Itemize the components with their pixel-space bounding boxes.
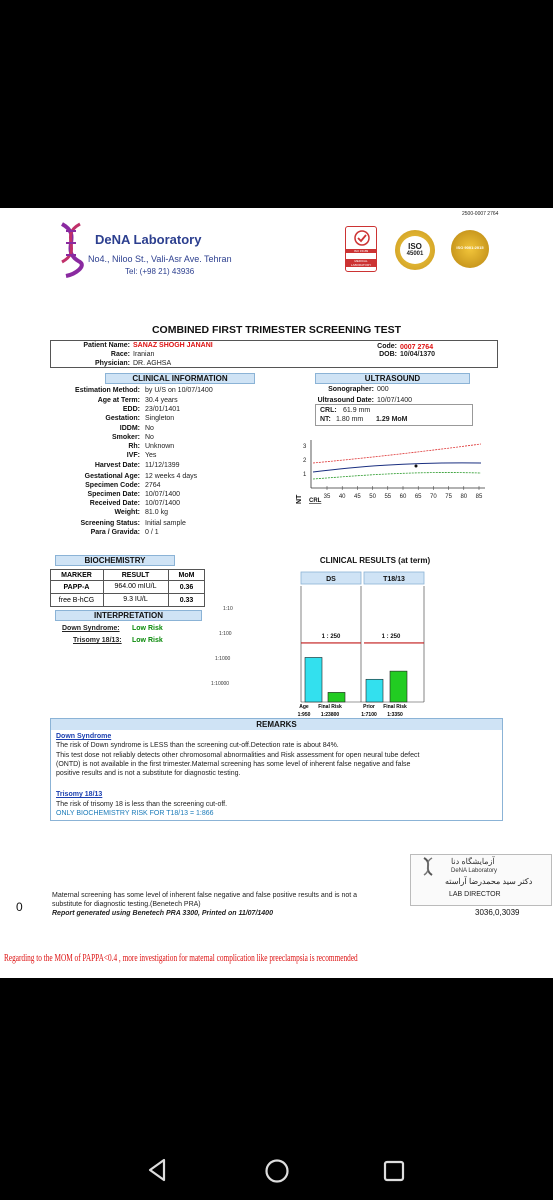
crl-x-tick: 55: [384, 494, 392, 500]
table-row-mom: 0.36: [179, 584, 194, 591]
clinical-row-value: 81.0 kg: [145, 509, 168, 516]
biochem-col-marker: MARKER: [61, 572, 92, 579]
clinical-row-value: Singleton: [145, 415, 175, 422]
nt-y-tick: 1: [303, 472, 307, 478]
clinical-row-value: No: [145, 425, 154, 432]
iso15189-badge: ISO 15189 MEDICAL LABORATORY: [345, 226, 377, 272]
footer-disclaimer: substitute for diagnostic testing.(Benetech PRA): [52, 901, 201, 908]
clinical-row-value: Yes: [145, 452, 157, 459]
footer-generated: Report generated using Benetech PRA 3300, Printed on 11/07/1400: [52, 910, 273, 917]
remarks-t-line: The risk of trisomy 18 is less than the screening cut-off.: [56, 801, 228, 808]
risk-bar-value-label: 1:3350: [387, 712, 403, 718]
risk-bar-value-label: 1:7100: [361, 712, 377, 718]
trisomy-risk: Low Risk: [132, 637, 163, 644]
risk-bar-chart: [205, 568, 440, 718]
risk-bar: [328, 692, 345, 702]
footer-code: 3036,0,3039: [475, 908, 520, 917]
clinical-row-value: No: [145, 434, 154, 441]
patient-race: Iranian: [133, 351, 155, 358]
table-row-marker: PAPP-A: [63, 584, 90, 591]
clinical-row-value: 30.4 years: [145, 397, 178, 404]
ultrasound-date: 10/07/1400: [377, 397, 413, 404]
remarks-t-title: Trisomy 18/13: [56, 791, 103, 798]
nt-axis-label: NT: [296, 494, 303, 504]
clinical-row-label: Age at Term:: [97, 397, 140, 404]
results-col-ds: DS: [326, 576, 336, 583]
clinical-row-value: 12 weeks 4 days: [145, 473, 198, 480]
clinical-row-label: Screening Status:: [80, 520, 140, 527]
clinical-row-value: 0 / 1: [145, 529, 159, 536]
clinical-row-label: IDDM:: [119, 425, 140, 432]
dna-logo-icon: [54, 222, 88, 278]
patient-code: 0007 2764: [400, 344, 434, 351]
clinical-info-header: CLINICAL INFORMATION: [105, 373, 255, 384]
clinical-row-label: EDD:: [122, 406, 140, 413]
biochem-col-result: RESULT: [121, 572, 150, 579]
results-col-t: T18/13: [383, 576, 405, 583]
lab-address: No4., Niloo St., Vali-Asr Ave. Tehran: [88, 254, 232, 264]
crl-value: 61.9 mm: [343, 407, 371, 414]
risk-bar: [366, 679, 383, 702]
risk-bar-value-label: 1:950: [297, 712, 311, 718]
risk-bar: [305, 657, 322, 702]
sonographer: 000: [377, 386, 389, 393]
crl-x-tick: 45: [354, 494, 361, 500]
clinical-row-label: Rh:: [128, 443, 140, 450]
crl-x-tick: 65: [414, 494, 422, 500]
crl-x-tick: 80: [460, 494, 468, 500]
crl-x-tick: 40: [338, 494, 346, 500]
patient-name: SANAZ SHOGH JANANI: [133, 342, 213, 349]
clinical-row-label: Harvest Date:: [94, 462, 140, 469]
table-row-result: 964.00 mIU/L: [114, 583, 157, 590]
nt-crl-chart: [295, 436, 495, 504]
remarks-ds-title: Down Syndrome: [56, 733, 112, 740]
patient-physician: DR. AGHSA: [133, 360, 172, 367]
clinical-row-label: Weight:: [114, 509, 140, 516]
nt-percentile-5-line: [313, 473, 481, 479]
clinical-row-label: Gestation:: [105, 415, 140, 422]
remarks-ds-line: positive results and is not a substitute for diagnostic testing.: [56, 770, 241, 777]
clinical-row-label: Specimen Date:: [87, 491, 140, 498]
clinical-row-value: by U/S on 10/07/1400: [145, 387, 213, 394]
table-row-mom: 0.33: [179, 597, 194, 604]
iso45001-badge: ISO 45001: [395, 230, 435, 270]
clinical-row-label: Para / Gravida:: [90, 529, 140, 536]
risk-bar-label: Final Risk: [383, 704, 407, 710]
clinical-row-value: 11/12/1399: [145, 462, 180, 469]
report-page: 2500-0007 2764 DeNA Laboratory No4., Niloo St., Vali-Asr Ave. Tehran Tel: (+98 21) 43936 ISO 15189 MEDICAL LABORATORY ISO 45001 ISO 9001:2015 COMBINED FIRST TRIMESTER SCREENING TEST Patient Name: SANAZ SHOGH JANANI Race: Iranian Physician: DR. AGHSA Code: 0007 2764 DOB: 10/04/1370 CLINICAL INFORMATION Estimation Method: by U/S on 10/07/1400 Age at Term: 30.4 years EDD: 23/01/1401 Gestation: Singleton IDDM: No Smoker: No Rh: Unknown IVF: Yes Harvest Date: 11/12/1399 Gestational Age: 12 weeks 4 days Specimen Code: 2764 Specimen Date: 10/07/1400 Received Date: 10/07/1400 Weight: 81.0 kg Screening Status: Initial sample Para / Gravida: 0 / 1 ULTRASOUND Sonographer: 000 Ultrasound Date: 10/07/1400 CRL: 61.9 mm NT: 1.80 mm 1.29 MoM 3 2 1 35 40 45 50 55 60 65 70 75 80 85 NT CRL BIOCHEMISTRY MARKER RESULT MoM PAPP-A 964.00 mIU/L 0.36 free B-hCG 9.3 IU/L 0.33 INTERPRETATION Down Syndrome: Low Risk Trisomy 18/13: Low Risk CLINICAL RESULTS (at term) DS T18/13 1:10 1:100 1:1000 1:10000 1 : 250 1 : 250 Age 1:950 Final Risk 1:23800 Prior 1:7100 Final Risk 1:3350 REMARKS Down Syndrome The risk of Down syndrome is LESS than the screening cut-off.Detection rate is about 84%. This test dose not reliably detects other chromosomal abnormalities and Risk assessment for open neural tube defect (ONTD) is not available in the first trimester.Maternal screening has some level of inherent false negative and false positive results and is not a substitute for diagnostic testing. Trisomy 18/13 The risk of trisomy 18 is less than the screening cut-off. ONLY BIOCHEMISTRY RISK FOR T18/13 = 1:866 آزمایشگاه دنا DeNA Laboratory دکتر سید محمدرضا آراسته LAB DIRECTOR Maternal screening has some level of inherent false negative and false positive results and is not a substitute for diagnostic testing.(Benetech PRA) Report generated using Benetech PRA 3300, Printed on 11/07/1400 3036,0,3039 0 Regarding to the MOM of PAPPA<0.4 , more investigation for maternal complication like preeclampsia is recommended: [0, 208, 553, 978]
cutoff-ds-label: 1 : 250: [321, 634, 341, 640]
risk-bar-label: Final Risk: [318, 704, 342, 710]
risk-y-tick: 1:100: [219, 631, 232, 637]
risk-bar-value-label: 1:23800: [320, 712, 340, 718]
cutoff-t-label: 1 : 250: [381, 634, 401, 640]
checkmark-icon: [353, 229, 371, 247]
clinical-row-label: Gestational Age:: [84, 473, 140, 480]
crl-axis-label: CRL: [309, 498, 322, 504]
crl-x-tick: 70: [430, 494, 437, 500]
report-title: COMBINED FIRST TRIMESTER SCREENING TEST: [151, 324, 402, 336]
lab-tel: Tel: (+98 21) 43936: [125, 267, 195, 276]
clinical-row-label: IVF:: [126, 452, 140, 459]
handwritten-annotation: Regarding to the MOM of PAPPA<0.4 , more investigation for maternal complication like preeclampsia is recommended: [4, 953, 358, 964]
crl-x-tick: 35: [323, 494, 331, 500]
clinical-row-label: Smoker:: [111, 434, 140, 441]
down-syndrome-risk: Low Risk: [132, 625, 163, 632]
nt-value: 1.80 mm: [336, 416, 364, 423]
nt-mom: 1.29 MoM: [376, 416, 408, 423]
back-icon[interactable]: [146, 1158, 168, 1182]
nt-y-tick: 2: [303, 458, 307, 464]
crl-x-tick: 50: [369, 494, 376, 500]
clinical-row-value: 23/01/1401: [145, 406, 181, 413]
table-row-result: 9.3 IU/L: [123, 596, 148, 603]
remarks-ds-line: (ONTD) is not available in the first trimester.Maternal screening has some level of inherent false negative and false: [56, 761, 411, 768]
crl-x-tick: 85: [475, 494, 483, 500]
system-nav-bar: [0, 1130, 553, 1200]
biochem-col-mom: MoM: [178, 572, 195, 579]
clinical-row-label: Specimen Code:: [85, 482, 140, 489]
nt-y-tick: 3: [303, 444, 307, 450]
risk-y-tick: 1:10: [223, 606, 233, 612]
nt-median-line: [313, 463, 481, 472]
crl-x-tick: 60: [399, 494, 407, 500]
remarks-t-note: ONLY BIOCHEMISTRY RISK FOR T18/13 = 1:866: [56, 810, 214, 817]
risk-y-tick: 1:1000: [215, 656, 231, 662]
risk-bar-label: Prior: [363, 704, 375, 710]
crl-x-tick: 75: [445, 494, 452, 500]
risk-y-tick: 1:10000: [211, 681, 230, 687]
remarks-ds-line: This test dose not reliably detects other chromosomal abnormalities and Risk assessment for open neural tube defect: [56, 752, 420, 759]
nt-percentile-95-line: [313, 444, 481, 463]
biochemistry-header: BIOCHEMISTRY: [55, 555, 175, 566]
risk-bar-label: Age: [299, 704, 309, 710]
remarks-ds-line: The risk of Down syndrome is LESS than the screening cut-off.Detection rate is about 84%.: [56, 742, 339, 749]
clinical-results-header: CLINICAL RESULTS (at term): [319, 556, 431, 565]
clinical-row-value: 10/07/1400: [145, 491, 181, 498]
nt-patient-point: [415, 465, 418, 468]
page-number: 0: [16, 900, 23, 914]
clinical-row-value: Unknown: [145, 443, 175, 450]
interpretation-header: INTERPRETATION: [55, 610, 202, 621]
clinical-row-value: 2764: [145, 482, 161, 489]
clinical-row-label: Received Date:: [89, 500, 140, 507]
risk-bar: [390, 671, 407, 702]
ultrasound-header: ULTRASOUND: [315, 373, 470, 384]
recents-icon[interactable]: [383, 1160, 405, 1182]
document-code: 2500-0007 2764: [462, 211, 499, 217]
table-row-marker: free B-hCG: [58, 597, 95, 604]
remarks-header: REMARKS: [51, 719, 502, 730]
clinical-row-label: Estimation Method:: [75, 387, 140, 394]
iso9001-badge: ISO 9001:2015: [451, 230, 489, 268]
lab-director-stamp: آزمایشگاه دنا DeNA Laboratory دکتر سید محمدرضا آراسته LAB DIRECTOR: [410, 854, 552, 906]
patient-dob: 10/04/1370: [400, 351, 436, 358]
lab-name: DeNA Laboratory: [95, 232, 202, 247]
dna-stamp-icon: [421, 857, 435, 879]
clinical-row-value: Initial sample: [145, 520, 186, 527]
home-icon[interactable]: [264, 1158, 290, 1184]
clinical-row-value: 10/07/1400: [145, 500, 181, 507]
footer-disclaimer: Maternal screening has some level of inherent false negative and false positive results and is not a: [52, 892, 358, 899]
